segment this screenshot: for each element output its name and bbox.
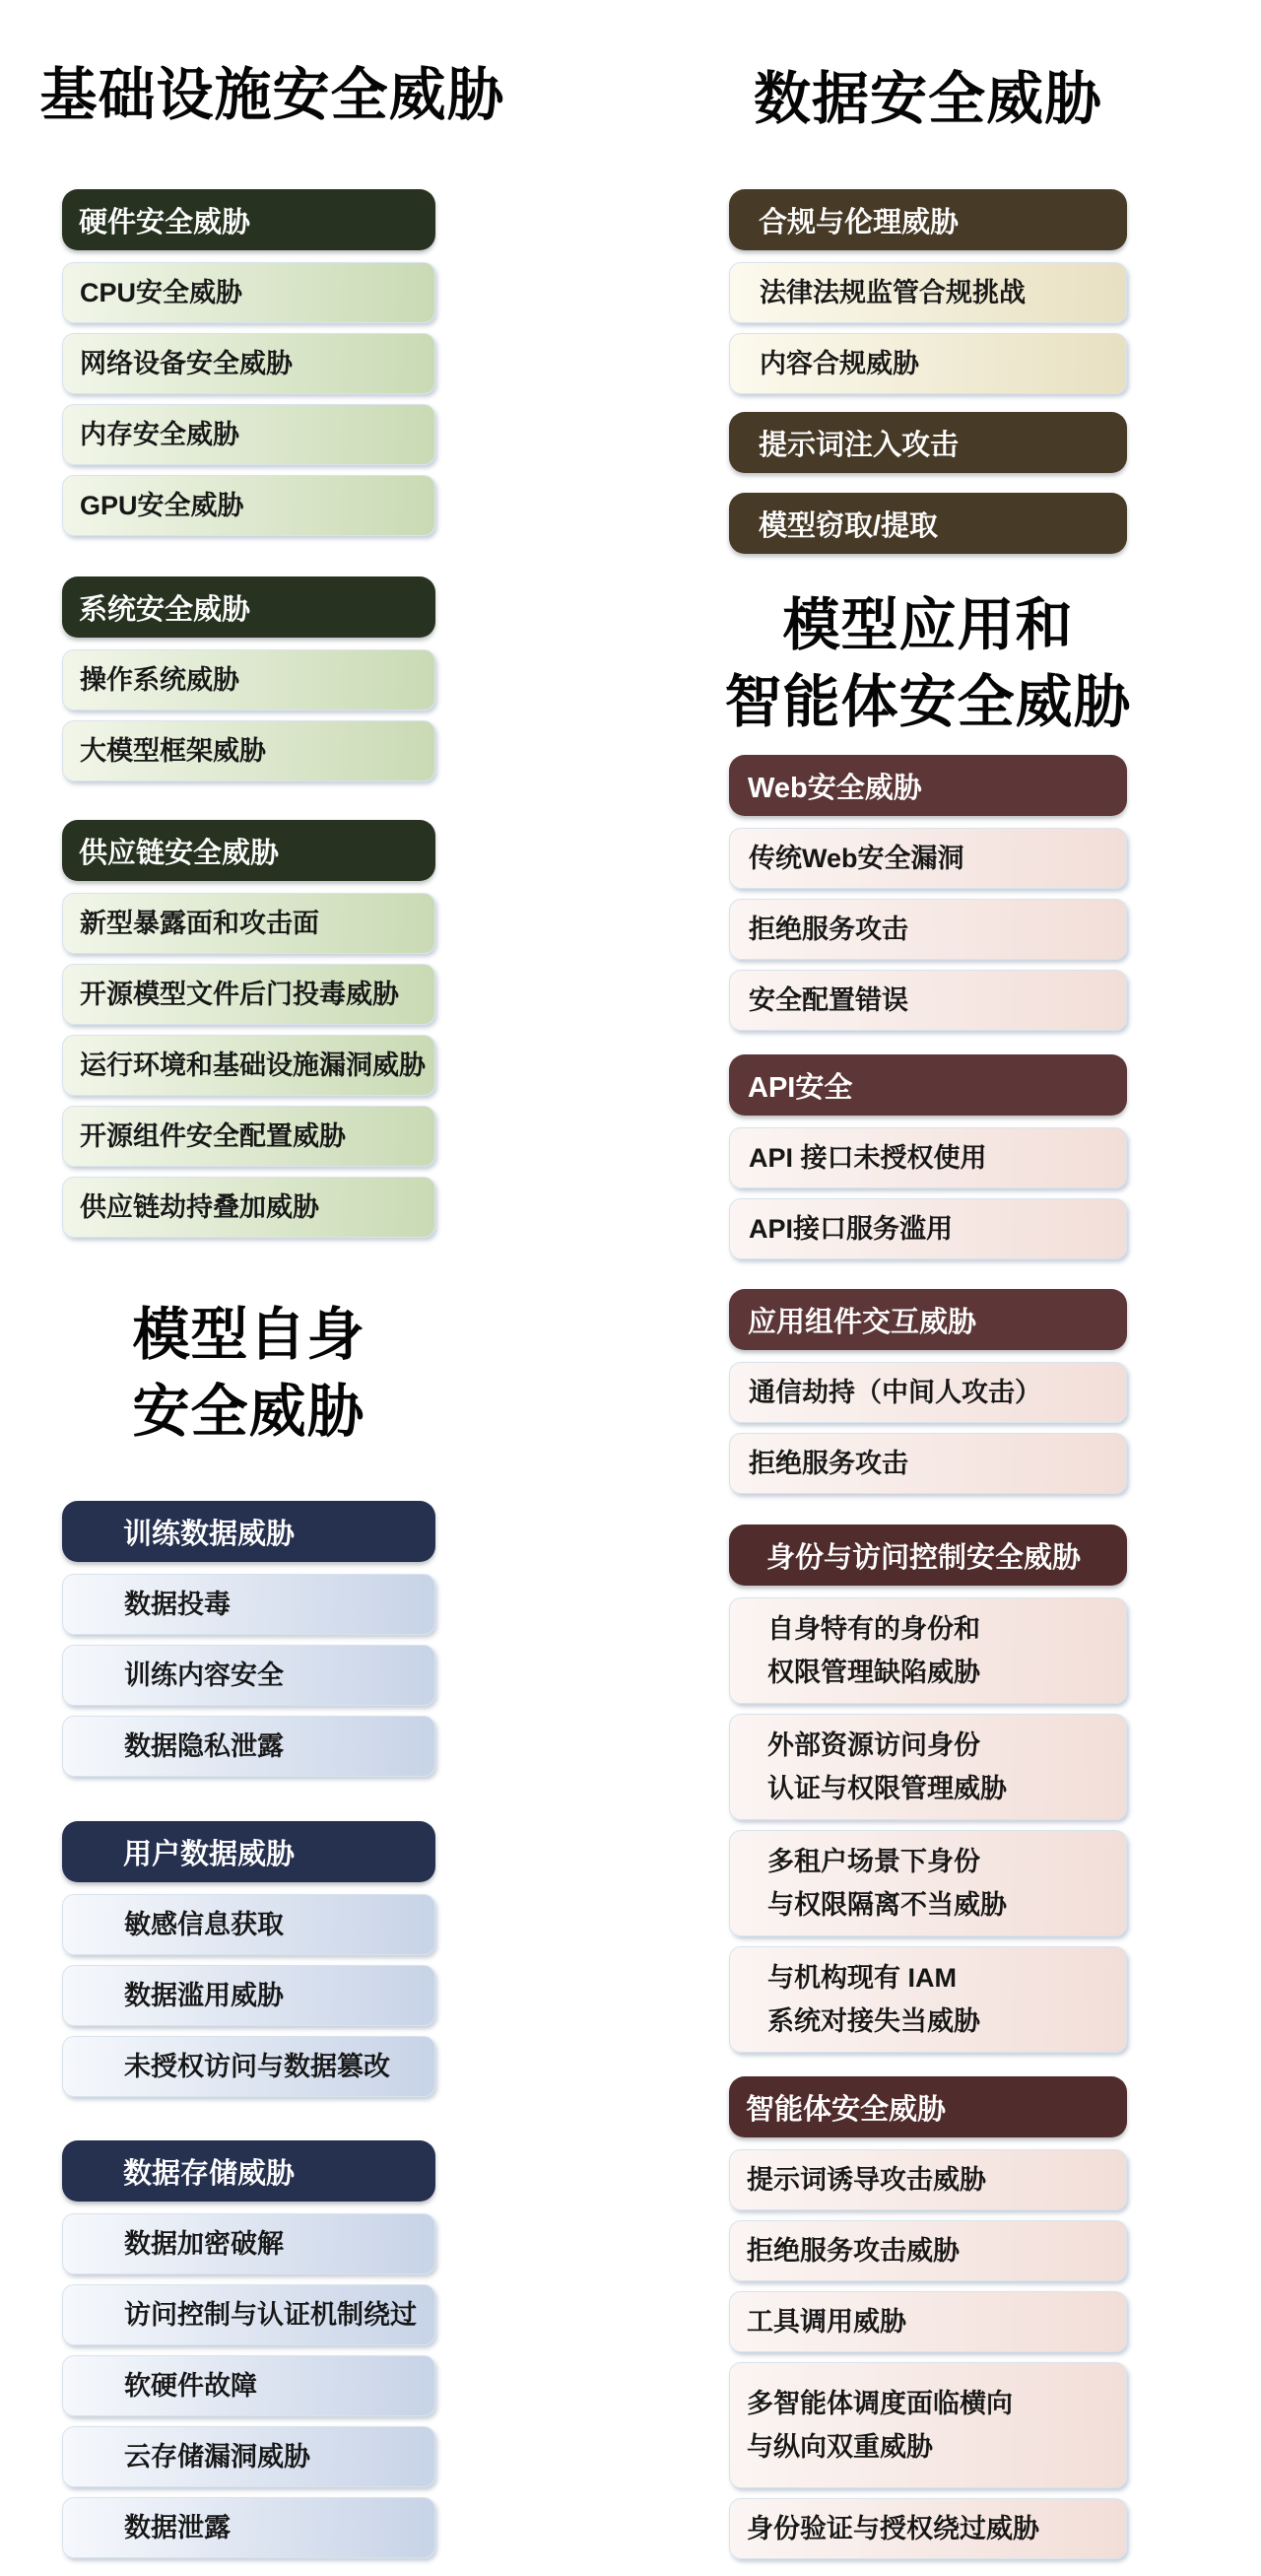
item-hardware-1: [62, 333, 435, 394]
app-agent-title: [724, 587, 1131, 741]
group-model-theft: [729, 493, 1127, 554]
group-agent: [729, 2076, 1127, 2559]
item-user-data-2: [62, 2036, 435, 2097]
item-line: 拒绝服务攻击威胁: [747, 2236, 960, 2266]
item-hardware-0: [62, 262, 435, 323]
item-line: 训练内容安全: [124, 1661, 284, 1690]
item-iam-1: [729, 1714, 1127, 1820]
item-line: 认证与权限管理威胁: [767, 1774, 1007, 1803]
group-header-compliance: 合规与伦理威胁: [729, 189, 1127, 250]
item-component-interaction-1: [729, 1433, 1127, 1494]
item-agent-4: [729, 2498, 1127, 2559]
item-training-data-1: [62, 1645, 435, 1706]
item-line: 新型暴露面和攻击面: [80, 909, 319, 938]
item-agent-1: [729, 2220, 1127, 2281]
item-line: 通信劫持（中间人攻击）: [749, 1378, 1041, 1407]
item-agent-0: [729, 2149, 1127, 2210]
group-header-prompt-injection: 提示词注入攻击: [729, 412, 1127, 473]
app-agent-title-line: 模型应用和: [782, 593, 1074, 657]
group-header-component-interaction: 应用组件交互威胁: [729, 1289, 1127, 1350]
item-line: 未授权访问与数据篡改: [124, 2052, 390, 2081]
item-line: 敏感信息获取: [124, 1910, 284, 1939]
item-user-data-1: [62, 1965, 435, 2026]
item-api-0: [729, 1127, 1127, 1188]
item-line: 提示词诱导攻击威胁: [747, 2165, 986, 2195]
item-api-1: [729, 1198, 1127, 1259]
item-line: 访问控制与认证机制绕过: [124, 2300, 417, 2330]
item-line: 外部资源访问身份: [767, 1730, 980, 1760]
item-line: 开源模型文件后门投毒威胁: [80, 980, 399, 1009]
item-supply-chain-4: [62, 1177, 435, 1238]
data-security-title: [754, 61, 1102, 138]
item-agent-2: [729, 2291, 1127, 2352]
item-line: 数据隐私泄露: [124, 1731, 284, 1761]
item-line: 自身特有的身份和: [767, 1614, 980, 1644]
item-line: 供应链劫持叠加威胁: [80, 1192, 319, 1222]
item-supply-chain-1: [62, 964, 435, 1025]
infrastructure-column: [39, 0, 505, 2576]
item-line: 多智能体调度面临横向: [747, 2389, 1013, 2418]
group-compliance: [729, 189, 1127, 394]
group-header-training-data: 训练数据威胁: [62, 1501, 435, 1562]
model-self-title-line: 模型自身: [132, 1303, 365, 1367]
group-header-data-storage: 数据存储威胁: [62, 2140, 435, 2202]
item-line: 数据投毒: [124, 1590, 231, 1619]
item-supply-chain-2: [62, 1035, 435, 1096]
item-component-interaction-0: [729, 1362, 1127, 1423]
item-data-storage-4: [62, 2497, 435, 2558]
item-line: 内存安全威胁: [80, 420, 239, 449]
item-compliance-1: [729, 333, 1127, 394]
group-header-supply-chain: 供应链安全威胁: [62, 820, 435, 881]
group-hardware: [62, 189, 435, 536]
item-iam-3: [729, 1946, 1127, 2053]
group-api: [729, 1054, 1127, 1259]
item-line: 与纵向双重威胁: [747, 2432, 933, 2462]
item-line: 数据加密破解: [124, 2229, 284, 2259]
item-data-storage-3: [62, 2426, 435, 2487]
item-data-storage-0: [62, 2213, 435, 2274]
item-line: 工具调用威胁: [747, 2307, 906, 2337]
item-line: 云存储漏洞威胁: [124, 2442, 310, 2472]
item-user-data-0: [62, 1894, 435, 1955]
item-supply-chain-3: [62, 1106, 435, 1167]
item-line: 数据泄露: [124, 2513, 231, 2542]
group-user-data: [62, 1821, 435, 2097]
infrastructure-title-line: 基础设施安全威胁: [39, 63, 505, 127]
group-web: [729, 755, 1127, 1031]
item-line: 大模型框架威胁: [80, 736, 266, 766]
item-line: API接口服务滥用: [749, 1214, 954, 1244]
item-line: 软硬件故障: [124, 2371, 257, 2401]
item-line: 拒绝服务攻击: [749, 1449, 908, 1478]
item-line: 与权限隔离不当威胁: [767, 1890, 1007, 1920]
item-data-storage-1: [62, 2284, 435, 2345]
group-header-iam: 身份与访问控制安全威胁: [729, 1525, 1127, 1586]
item-line: 拒绝服务攻击: [749, 915, 908, 944]
item-line: 操作系统威胁: [80, 665, 239, 695]
item-web-1: [729, 899, 1127, 960]
item-line: 传统Web安全漏洞: [749, 844, 964, 873]
item-line: 系统对接失当威胁: [767, 2006, 980, 2036]
group-system: [62, 576, 435, 781]
item-line: 多租户场景下身份: [767, 1847, 980, 1876]
item-line: 与机构现有 IAM: [767, 1963, 957, 1993]
group-header-api: API安全: [729, 1054, 1127, 1116]
item-line: GPU安全威胁: [80, 491, 244, 520]
group-header-agent: 智能体安全威胁: [729, 2076, 1127, 2137]
group-training-data: [62, 1501, 435, 1777]
item-compliance-0: [729, 262, 1127, 323]
group-prompt-injection: [729, 412, 1127, 473]
item-data-storage-2: [62, 2355, 435, 2416]
item-line: 身份验证与授权绕过威胁: [747, 2514, 1039, 2543]
item-training-data-0: [62, 1574, 435, 1635]
group-header-web: Web安全威胁: [729, 755, 1127, 816]
item-line: CPU安全威胁: [80, 278, 243, 307]
item-hardware-2: [62, 404, 435, 465]
group-header-system: 系统安全威胁: [62, 576, 435, 638]
item-system-1: [62, 720, 435, 781]
group-header-hardware: 硬件安全威胁: [62, 189, 435, 250]
model-self-title-line: 安全威胁: [132, 1380, 365, 1444]
data-security-column: [724, 0, 1132, 2576]
item-line: 开源组件安全配置威胁: [80, 1121, 346, 1151]
item-line: API 接口未授权使用: [749, 1143, 987, 1173]
item-web-2: [729, 970, 1127, 1031]
group-data-storage: [62, 2140, 435, 2558]
item-line: 安全配置错误: [749, 985, 908, 1015]
group-supply-chain: [62, 820, 435, 1238]
item-training-data-2: [62, 1716, 435, 1777]
item-line: 内容合规威胁: [760, 349, 919, 378]
model-self-title: [132, 1297, 365, 1451]
item-line: 数据滥用威胁: [124, 1981, 284, 2010]
infrastructure-title: [39, 57, 504, 134]
item-web-0: [729, 828, 1127, 889]
app-agent-title-line: 智能体安全威胁: [724, 670, 1132, 734]
data-security-title-line: 数据安全威胁: [753, 67, 1103, 131]
item-iam-2: [729, 1830, 1127, 1936]
group-component-interaction: [729, 1289, 1127, 1494]
group-header-user-data: 用户数据威胁: [62, 1821, 435, 1882]
item-supply-chain-0: [62, 893, 435, 954]
item-agent-3: [729, 2362, 1127, 2488]
item-line: 法律法规监管合规挑战: [760, 278, 1026, 307]
group-header-model-theft: 模型窃取/提取: [729, 493, 1127, 554]
item-system-0: [62, 649, 435, 711]
item-iam-0: [729, 1597, 1127, 1704]
item-line: 运行环境和基础设施漏洞威胁: [80, 1051, 426, 1080]
item-line: 权限管理缺陷威胁: [767, 1658, 980, 1687]
item-hardware-3: [62, 475, 435, 536]
group-iam: [729, 1525, 1127, 2053]
item-line: 网络设备安全威胁: [80, 349, 293, 378]
